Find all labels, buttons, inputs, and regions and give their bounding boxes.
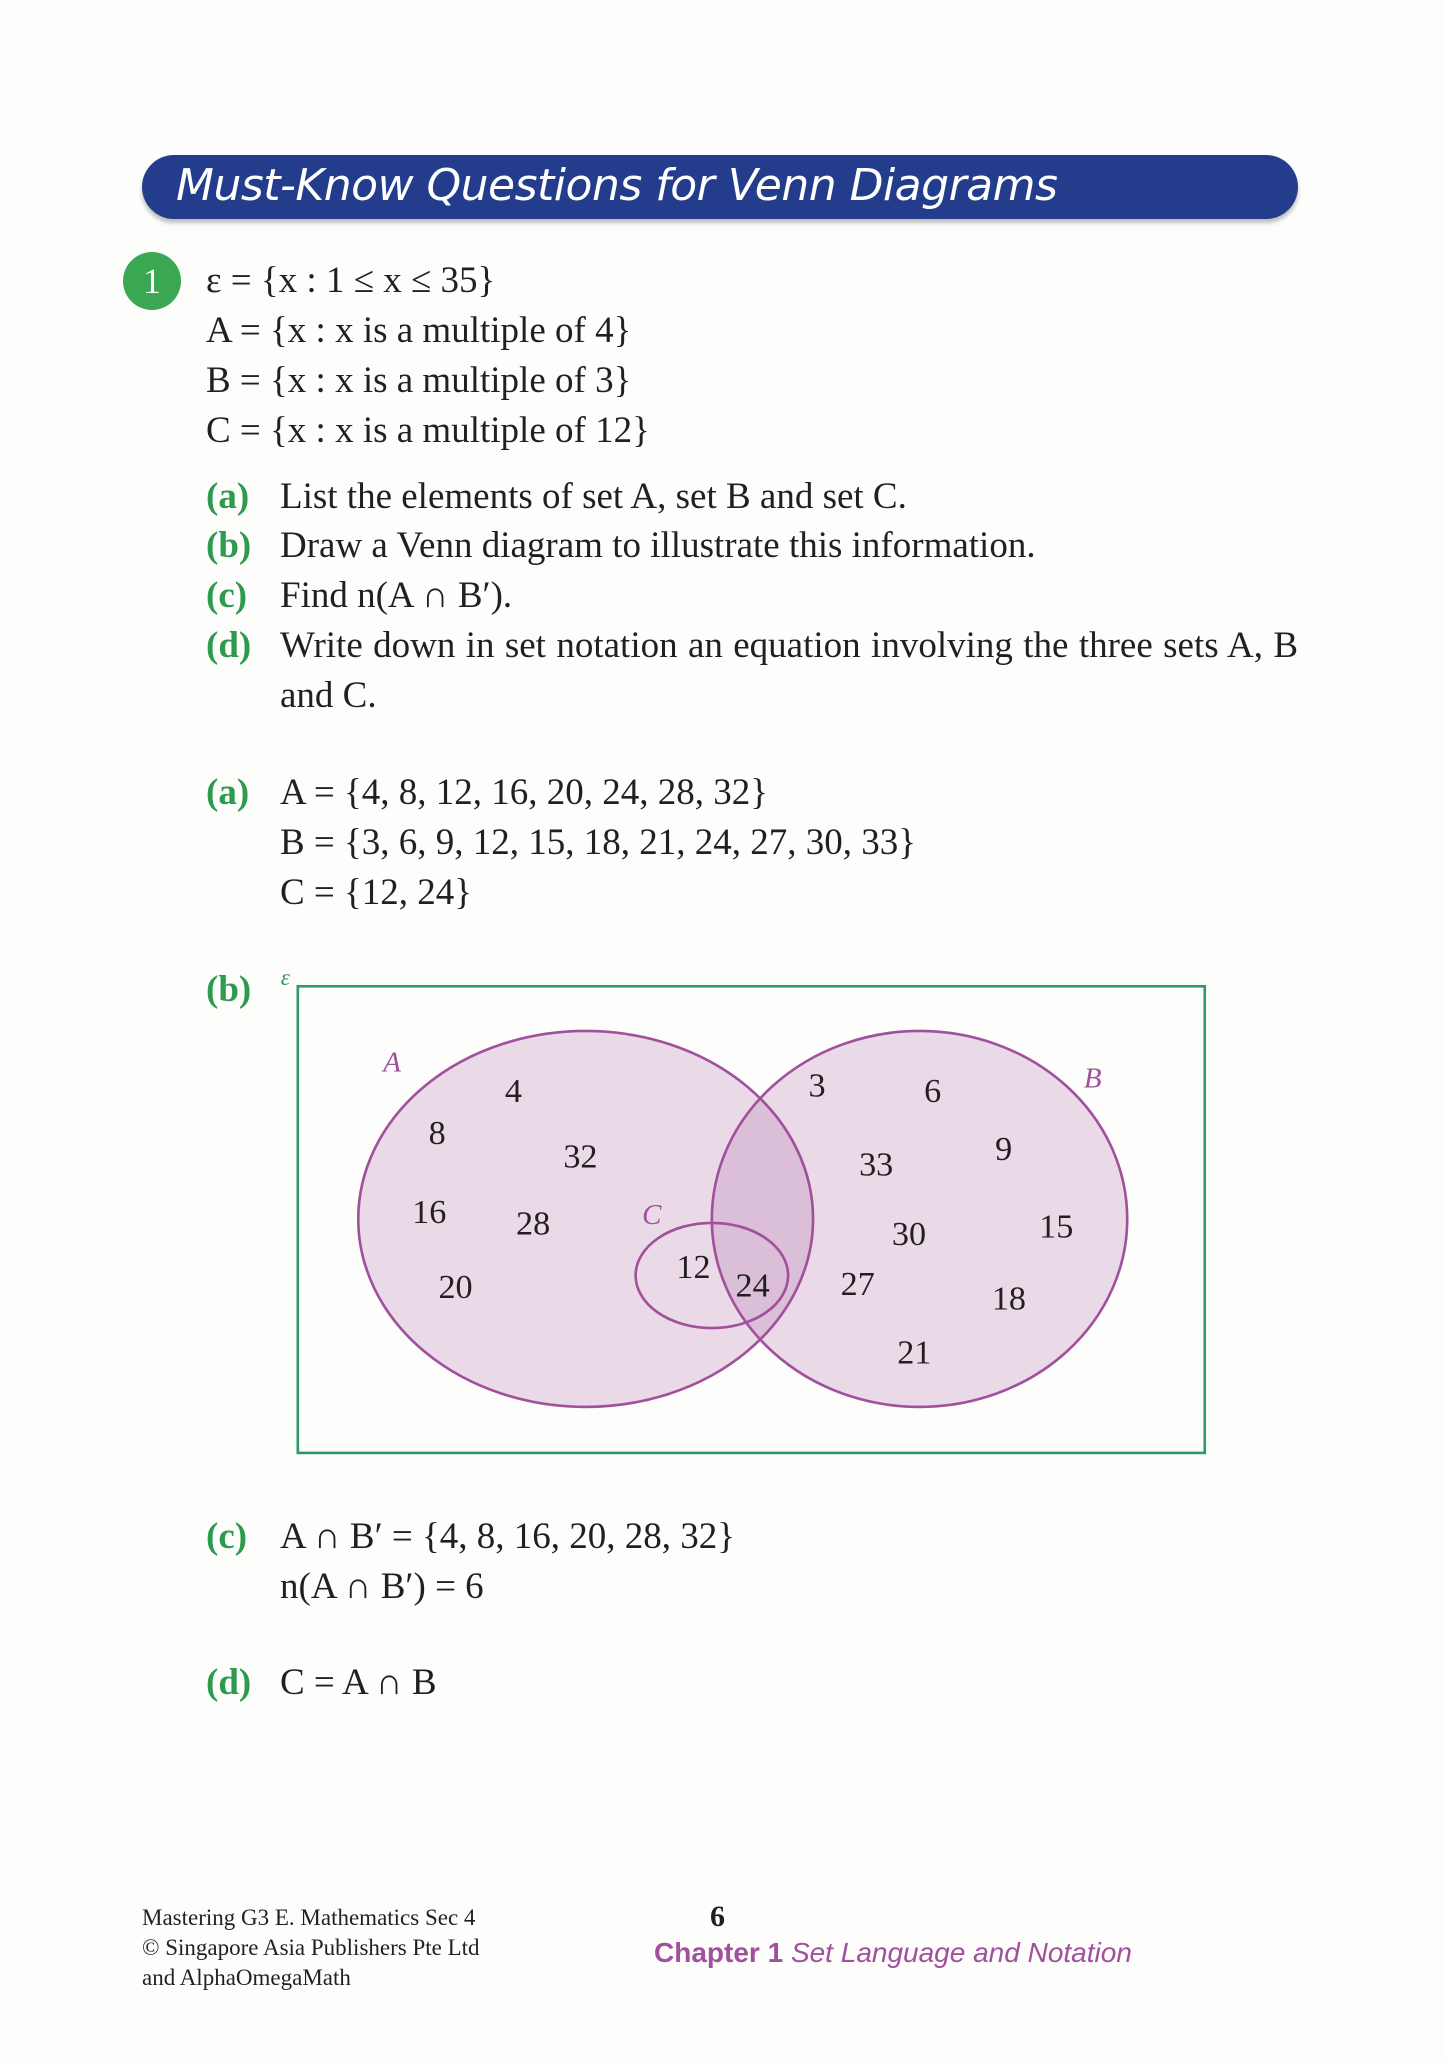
question-number-badge: 1 (123, 252, 181, 310)
given-set-a: A = {x : x is a multiple of 4} (206, 310, 632, 351)
part-c-label: (c) (206, 575, 248, 616)
part-d-label: (d) (206, 625, 252, 666)
page-number: 6 (710, 1900, 725, 1933)
part-b-text: Draw a Venn diagram to illustrate this information. (280, 525, 1036, 566)
element: 28 (516, 1205, 551, 1243)
given-set-c: C = {x : x is a multiple of 12} (206, 410, 650, 451)
element: 32 (563, 1138, 598, 1176)
answer-b-label: (b) (206, 969, 252, 1010)
footer-book-title: Mastering G3 E. Mathematics Sec 4 (142, 1905, 476, 1930)
universal-label: ε (280, 964, 291, 991)
element: 4 (504, 1072, 522, 1110)
element: 27 (840, 1266, 875, 1304)
element: 16 (412, 1193, 447, 1231)
footer-coauthor: and AlphaOmegaMath (142, 1965, 351, 1990)
chapter-title: Set Language and Notation (790, 1937, 1132, 1968)
given-universal: ε = {x : 1 ≤ x ≤ 35} (206, 260, 496, 301)
page-title: Must-Know Questions for Venn Diagrams (176, 160, 1058, 211)
element: 20 (438, 1268, 473, 1306)
answer-a-line: B = {3, 6, 9, 12, 15, 18, 21, 24, 27, 30, 33} (280, 822, 917, 863)
element: 12 (676, 1249, 711, 1287)
part-b-label: (b) (206, 525, 252, 566)
answer-a-label: (a) (206, 772, 250, 813)
part-d-text: Write down in set notation an equation involving the three sets A, B and C. (280, 625, 1298, 716)
answer-a-line: A = {4, 8, 12, 16, 20, 24, 28, 32} (280, 772, 769, 813)
set-a-label: A (383, 1046, 401, 1079)
part-a-label: (a) (206, 476, 250, 517)
answer-a-line: C = {12, 24} (280, 872, 473, 913)
element: 6 (924, 1072, 942, 1110)
footer-publisher: © Singapore Asia Publishers Pte Ltd (142, 1935, 480, 1960)
part-a-text: List the elements of set A, set B and set C. (280, 476, 907, 517)
element: 18 (991, 1280, 1026, 1318)
answer-c-line: n(A ∩ B′) = 6 (280, 1566, 484, 1607)
element: 33 (859, 1146, 894, 1184)
element: 24 (735, 1267, 770, 1305)
element: 15 (1039, 1208, 1074, 1246)
element: 3 (808, 1067, 826, 1105)
answer-d-label: (d) (206, 1662, 252, 1703)
answer-c-label: (c) (206, 1516, 248, 1557)
venn-diagram (278, 960, 1218, 1470)
set-c-label: C (642, 1199, 662, 1232)
part-c-text: Find n(A ∩ B′). (280, 575, 513, 616)
element: 21 (897, 1334, 932, 1372)
element: 9 (995, 1130, 1013, 1168)
set-b-label: B (1083, 1062, 1102, 1095)
element: 30 (891, 1216, 927, 1254)
answer-d-line: C = A ∩ B (280, 1662, 437, 1703)
element: 8 (428, 1115, 446, 1153)
answer-c-line: A ∩ B′ = {4, 8, 16, 20, 28, 32} (280, 1516, 736, 1557)
chapter-footer (654, 1937, 1132, 1969)
given-set-b: B = {x : x is a multiple of 3} (206, 360, 632, 401)
chapter-label: Chapter 1 (654, 1937, 784, 1968)
